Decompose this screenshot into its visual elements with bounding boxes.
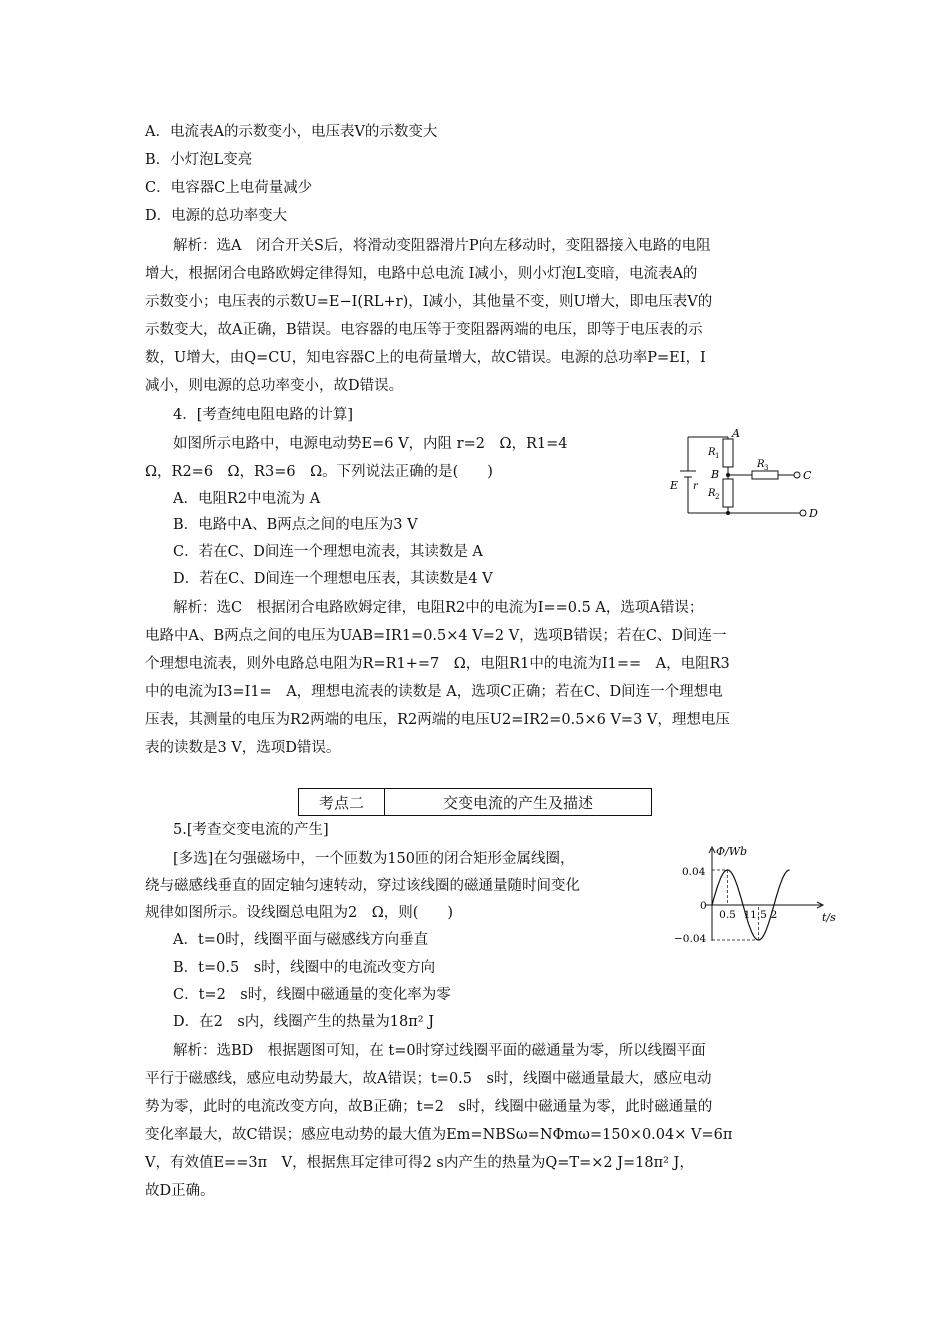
q5-analysis-line: 变化率最大，故C错误；感应电动势的最大值为Em=NBSω=NΦmω=150×0.04× V=6π [145,1127,733,1143]
circuit-label-r1: R [708,447,716,458]
q5-analysis-line: 势为零，此时的电流改变方向，故B正确；t=2 s时，线圈中磁通量为零，此时磁通量的 [145,1099,713,1115]
q3-option-b: B．小灯泡L变亮 [145,152,253,168]
graph-x-tick: 1 [743,909,751,921]
circuit-diagram [660,425,820,525]
graph-x-label: t/s [822,911,836,924]
q4-stem-line: Ω，R2=6 Ω，R3=6 Ω。下列说法正确的是( ) [145,464,493,480]
q4-analysis-line: 解析：选C 根据闭合电路欧姆定律，电阻R2中的电流为I==0.5 A，选项A错误； [173,600,704,616]
q4-analysis-line: 中的电流为I3=I1= A，理想电流表的读数是 A，选项C正确；若在C、D间连一个理想电 [145,684,723,700]
circuit-label-c: C [803,469,812,482]
q5-analysis-line: 故D正确。 [145,1183,215,1199]
q4-option-b: B．电路中A、B两点之间的电压为3 V [173,517,418,533]
section-tag: 考点二 [299,789,385,815]
circuit-sub-r2: 2 [715,493,720,501]
circuit-label-r2: R [708,488,716,499]
q4-analysis-line: 表的读数是3 V，选项D错误。 [145,740,341,756]
q4-option-d: D．若在C、D间连一个理想电压表，其读数是4 V [173,571,493,587]
circuit-sub-r1: 1 [715,452,720,460]
q3-option-a: A．电流表A的示数变小，电压表V的示数变大 [145,124,438,140]
circuit-label-b: B [711,468,720,481]
q3-analysis-line: 示数变小；电压表的示数U=E−I(RL+r)，I减小，其他量不变，则U增大，即电压表V的 [145,294,713,310]
graph-y-top-label: 0.04 [682,866,706,878]
graph-x-tick: 0.5 [719,909,736,921]
q5-heading: 5.[考查交变电流的产生] [173,822,329,838]
q5-stem-line: 绕与磁感线垂直的固定轴匀速转动，穿过该线圈的磁通量随时间变化 [145,878,580,894]
q4-heading: 4．[考查纯电阻电路的计算] [173,407,354,423]
q5-analysis-line: 平行于磁感线，感应电动势最大，故A错误；t=0.5 s时，线圈中磁通量最大，感应电动 [145,1071,712,1087]
q3-option-c: C．电容器C上电荷量减少 [145,180,313,196]
q3-analysis-line: 示数变大，故A正确，B错误。电容器的电压等于变阻器两端的电压，即等于电压表的示 [145,322,703,338]
graph-y-bottom-label: −0.04 [674,933,707,945]
q5-option-b: B．t=0.5 s时，线圈中的电流改变方向 [173,960,436,976]
section-header [298,788,652,816]
q4-analysis-line: 个理想电流表，则外电路总电阻为R=R1+=7 Ω，电阻R1中的电流为I1== A，电阻R3 [145,656,730,672]
graph-y-zero-label: 0 [700,900,707,912]
q4-option-c: C．若在C、D间连一个理想电流表，其读数是 A [173,544,483,560]
q5-stem-line: [多选]在匀强磁场中，一个匝数为150匝的闭合矩形金属线圈， [173,851,575,867]
q4-stem-line: 如图所示电路中，电源电动势E=6 V，内阻 r=2 Ω，R1=4 [173,436,568,452]
q4-analysis-line: 压表，其测量的电压为R2两端的电压，R2两端的电压U2=IR2=0.5×6 V=3 V，理想电压 [145,712,730,728]
flux-time-graph [672,843,842,948]
q5-analysis-line: V，有效值E==3π V，根据焦耳定律可得2 s内产生的热量为Q=T=×2 J=18π² J， [145,1155,694,1171]
circuit-label-d: D [809,507,818,520]
q5-option-c: C．t=2 s时，线圈中磁通量的变化率为零 [173,987,451,1003]
q5-option-a: A．t=0时，线圈平面与磁感线方向垂直 [173,932,429,948]
circuit-label-r: r [693,481,698,492]
graph-y-label: Φ/Wb [716,845,748,858]
graph-x-tick: 1.5 [750,909,767,921]
q5-analysis-line: 解析：选BD 根据题图可知，在 t=0时穿过线圈平面的磁通量为零，所以线圈平面 [173,1043,706,1059]
q3-analysis-line: 数，U增大，由Q=CU，知电容器C上的电荷量增大，故C错误。电源的总功率P=EI，I [145,350,706,366]
circuit-label-a: A [732,427,740,440]
q3-analysis-line: 增大，根据闭合电路欧姆定律得知，电路中总电流 I减小，则小灯泡L变暗，电流表A的 [145,266,698,282]
q4-analysis-line: 电路中A、B两点之间的电压为UAB=IR1=0.5×4 V=2 V，选项B错误；若在C、D间连一 [145,628,727,644]
q3-option-d: D．电源的总功率变大 [145,208,288,224]
circuit-label-r3: R [757,459,765,470]
q3-analysis-line: 解析：选A 闭合开关S后，将滑动变阻器滑片P向左移动时，变阻器接入电路的电阻 [173,238,711,254]
circuit-label-e: E [670,479,679,492]
q4-option-a: A．电阻R2中电流为 A [173,491,321,507]
q5-option-d: D．在2 s内，线圈产生的热量为18π² J [173,1014,435,1030]
q5-stem-line: 规律如图所示。设线圈总电阻为2 Ω，则( ) [145,905,454,921]
q3-analysis-line: 减小，则电源的总功率变小，故D错误。 [145,378,404,394]
section-title: 交变电流的产生及描述 [442,793,593,812]
circuit-sub-r3: 3 [764,464,769,472]
graph-x-tick: 2 [770,909,778,921]
